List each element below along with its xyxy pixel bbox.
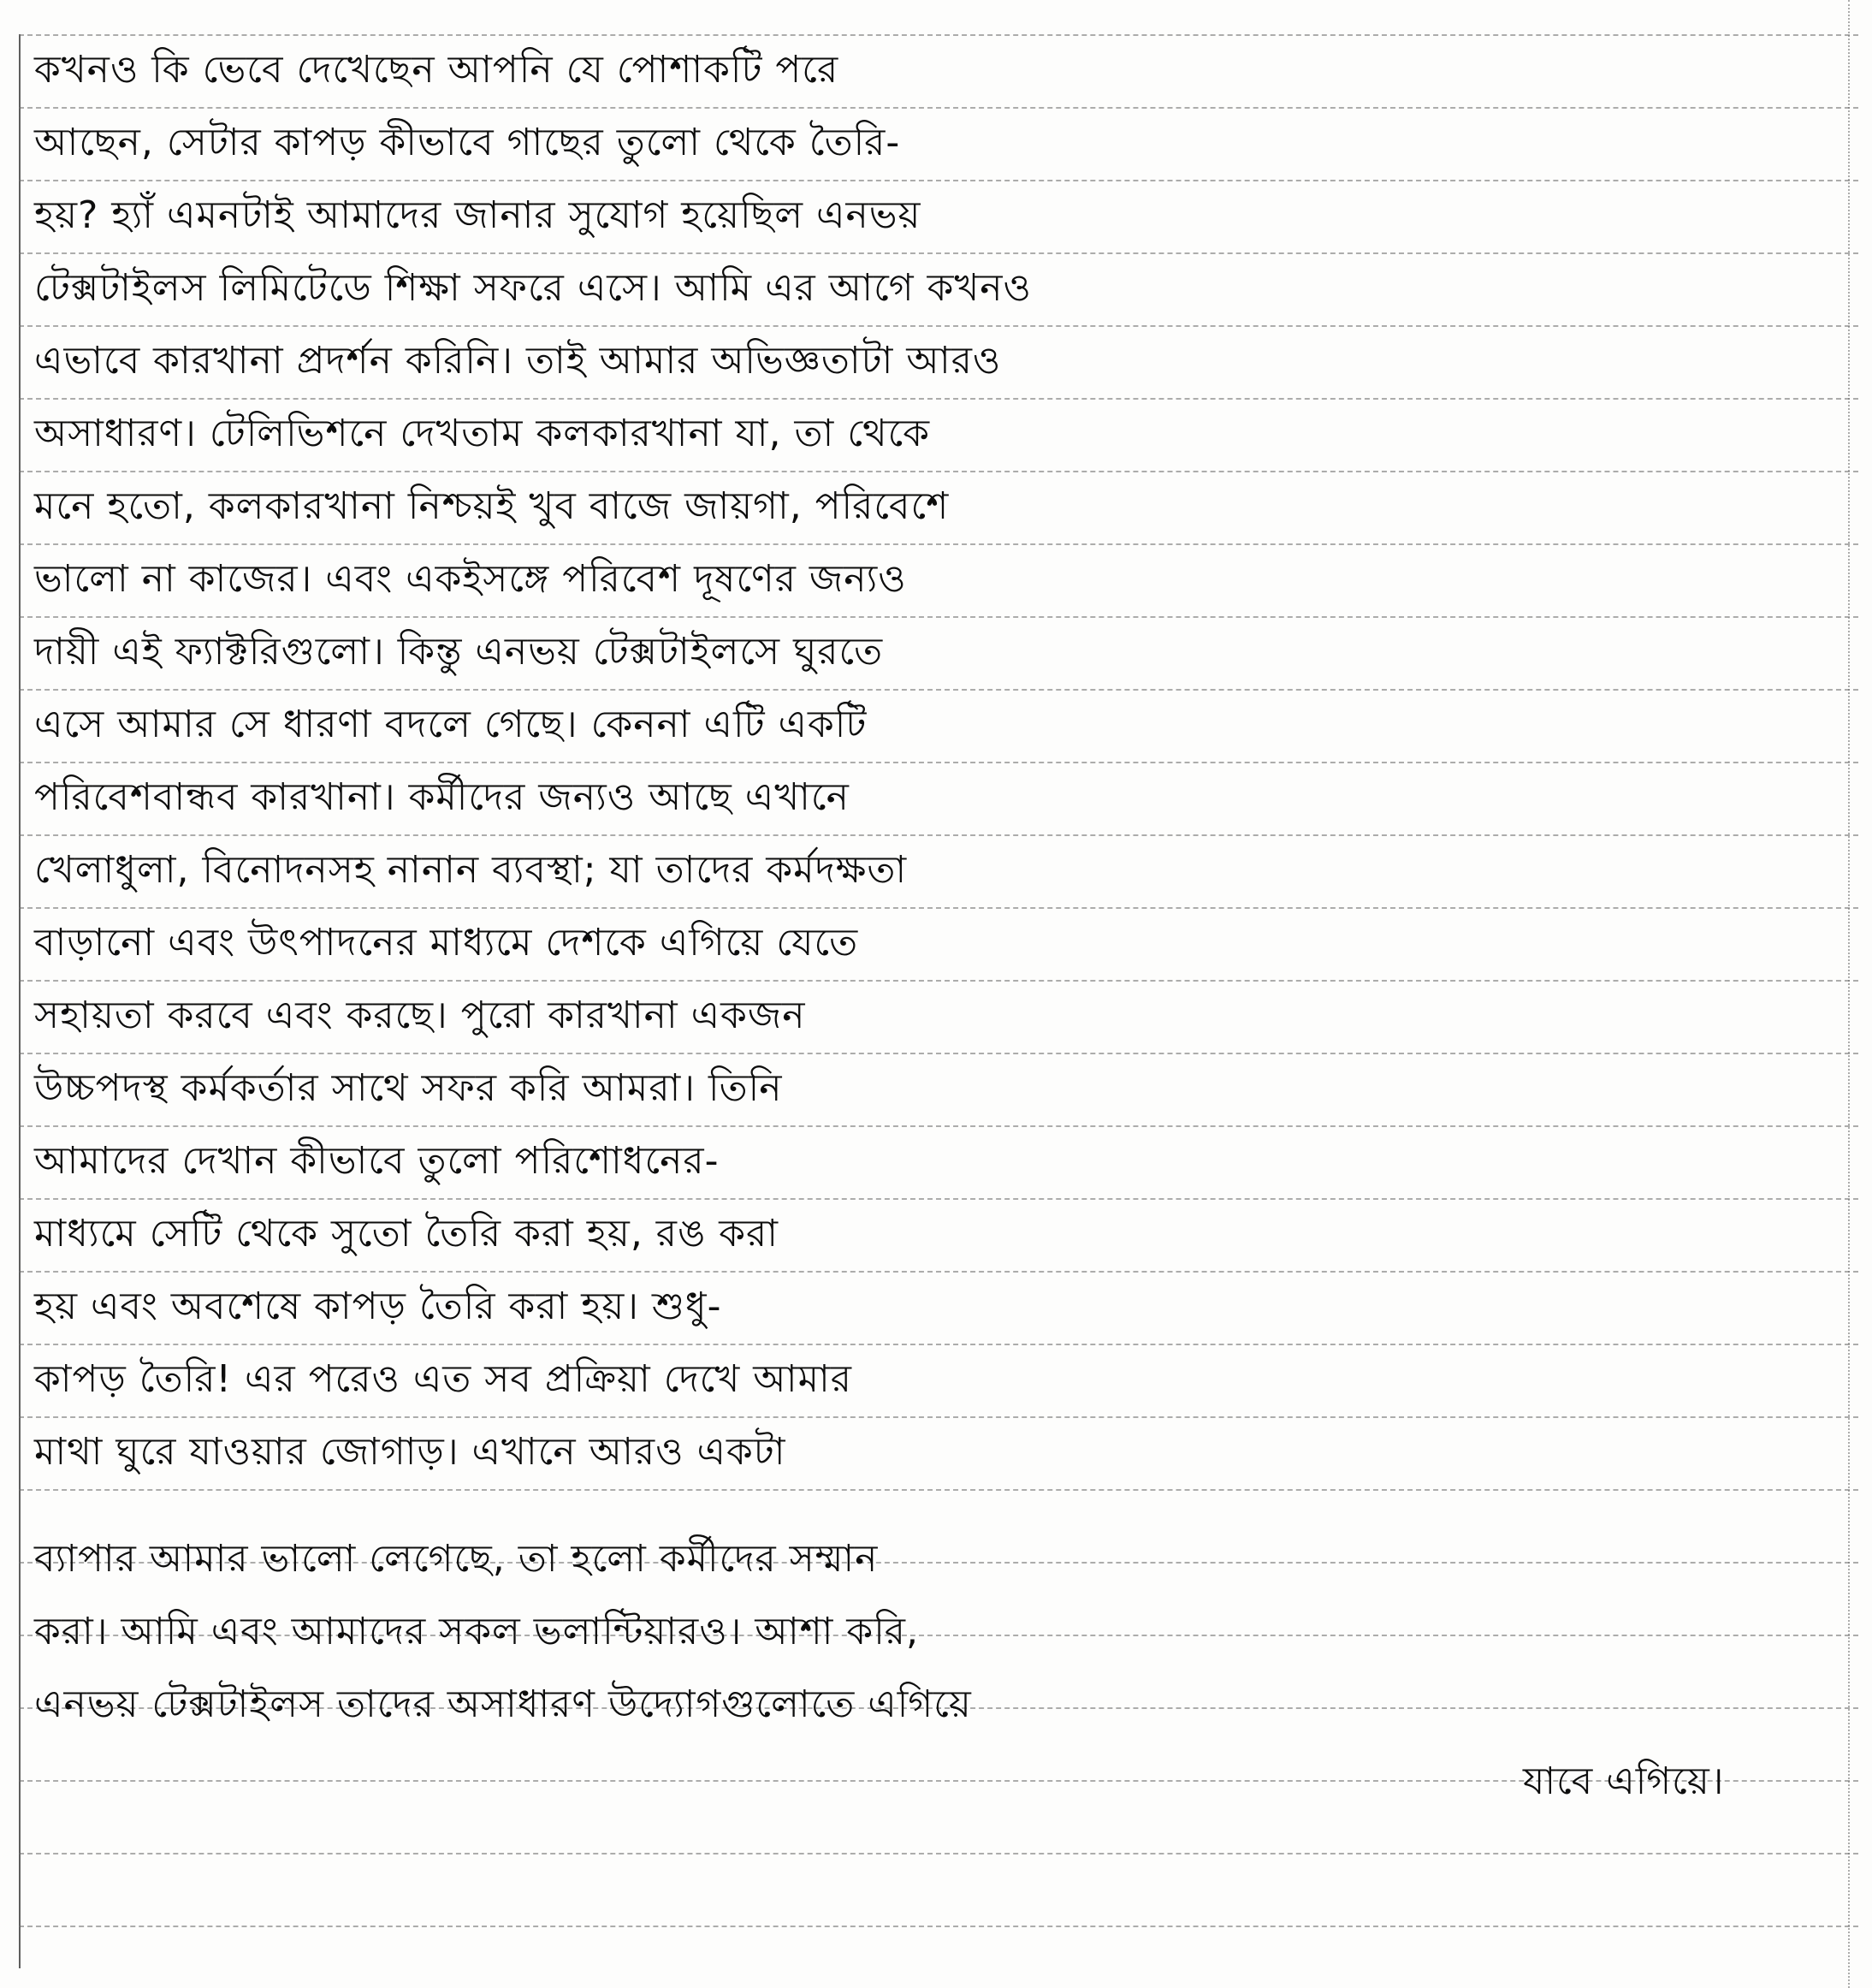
- text-line: আমাদের দেখান কীভাবে তুলো পরিশোধনের-: [34, 1139, 720, 1183]
- text-line: কখনও কি ভেবে দেখেছেন আপনি যে পোশাকটি পরে: [34, 48, 839, 92]
- text-line: অসাধারণ। টেলিভিশনে দেখতাম কলকারখানা যা, তা থেকে: [34, 412, 931, 455]
- text-line: মাধ্যমে সেটি থেকে সুতো তৈরি করা হয়, রঙ করা: [34, 1212, 779, 1255]
- text-line: এভাবে কারখানা প্রদর্শন করিনি। তাই আমার অভিজ্ঞতাটা আরও: [34, 339, 1002, 383]
- text-line: যাবে এগিয়ে।: [1523, 1760, 1725, 1803]
- text-line: মনে হতো, কলকারখানা নিশ্চয়ই খুব বাজে জায়গা, পরিবেশে: [34, 484, 950, 528]
- text-line: পরিবেশবান্ধব কারখানা। কর্মীদের জন্যও আছে এখানে: [34, 775, 850, 819]
- text-line: করা। আমি এবং আমাদের সকল ভলান্টিয়ারও। আশা করি,: [34, 1610, 919, 1653]
- text-line: দায়ী এই ফ্যাক্টরিগুলো। কিন্তু এনভয় টেক্সটাইলসে ঘুরতে: [34, 630, 884, 674]
- text-line: হয়? হ্যাঁ এমনটাই আমাদের জানার সুযোগ হয়েছিল এনভয়: [34, 193, 921, 237]
- text-line: কাপড় তৈরি! এর পরেও এত সব প্রক্রিয়া দেখে আমার: [34, 1357, 852, 1401]
- text-line: ব্যাপার আমার ভালো লেগেছে, তা হলো কর্মীদের সম্মান: [34, 1537, 879, 1581]
- text-line: এনভয় টেক্সটাইলস তাদের অসাধারণ উদ্যোগগুলোতে এগিয়ে: [34, 1682, 972, 1726]
- text-line: ভালো না কাজের। এবং একইসঙ্গে পরিবেশ দূষণের জন্যও: [34, 557, 907, 601]
- text-line: বাড়ানো এবং উৎপাদনের মাধ্যমে দেশকে এগিয়ে যেতে: [34, 921, 859, 964]
- handwritten-text: [34, 0, 1831, 1988]
- text-line: খেলাধুলা, বিনোদনসহ নানান ব্যবস্থা; যা তাদের কর্মদক্ষতা: [34, 848, 908, 892]
- text-line: সহায়তা করবে এবং করছে। পুরো কারখানা একজন: [34, 994, 806, 1037]
- text-line: হয় এবং অবশেষে কাপড় তৈরি করা হয়। শুধু-: [34, 1285, 722, 1328]
- text-line: মাথা ঘুরে যাওয়ার জোগাড়। এখানে আরও একটা: [34, 1430, 786, 1474]
- text-line: আছেন, সেটার কাপড় কীভাবে গাছের তুলো থেকে তৈরি-: [34, 121, 901, 164]
- text-line: টেক্সটাইলস লিমিটেডে শিক্ষা সফরে এসে। আমি এর আগে কখনও: [34, 266, 1032, 310]
- text-line: এসে আমার সে ধারণা বদলে গেছে। কেননা এটি একটি: [34, 703, 868, 746]
- text-line: উচ্চপদস্থ কর্মকর্তার সাথে সফর করি আমরা। তিনি: [34, 1066, 783, 1110]
